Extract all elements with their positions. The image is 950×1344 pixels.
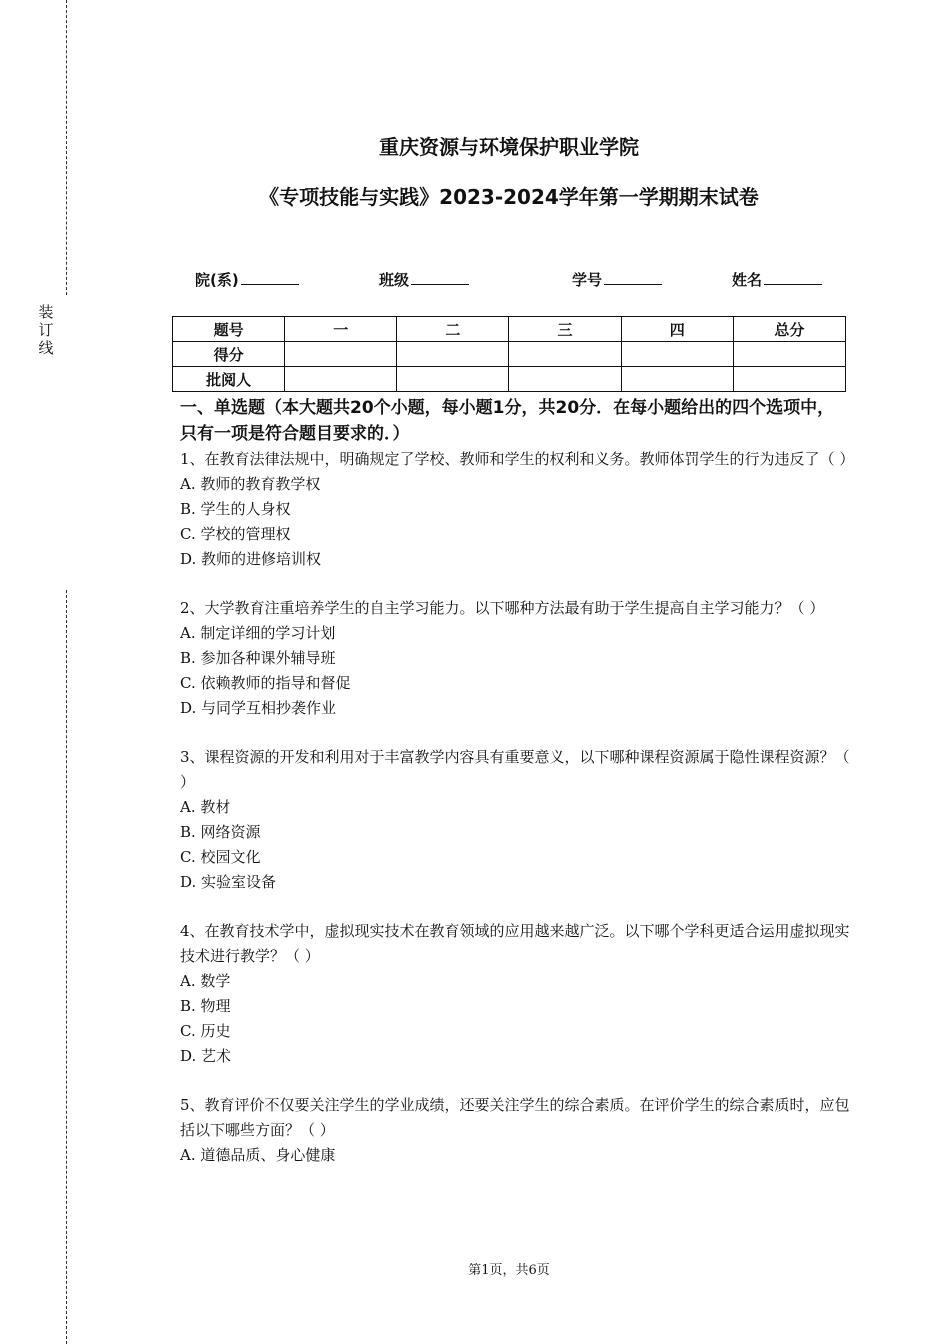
score-cell[interactable] [509, 342, 621, 367]
binding-line-bottom [66, 590, 67, 1344]
score-cell[interactable] [397, 367, 509, 392]
question-option: A. 制定详细的学习计划 [180, 624, 336, 642]
question-stem: 1、在教育法律法规中，明确规定了学校、教师和学生的权利和义务。教师体罚学生的行为违反了（ ） [180, 450, 855, 468]
question-option: A. 教材 [180, 798, 231, 816]
question-option: A. 道德品质、身心健康 [180, 1146, 336, 1164]
score-header-cell: 一 [285, 317, 397, 342]
question-option: A. 教师的教育教学权 [180, 475, 321, 493]
question-option: B. 网络资源 [180, 823, 261, 841]
info-class: 班级 [379, 269, 469, 290]
score-header-cell: 四 [621, 317, 733, 342]
score-cell[interactable] [509, 367, 621, 392]
question-option: B. 物理 [180, 997, 231, 1015]
page-footer: 第1页，共6页 [468, 1263, 550, 1278]
section-heading: 一、单选题（本大题共20个小题，每小题1分，共20分．在每小题给出的四个选项中，只有一项是符合题目要求的．） [180, 398, 835, 444]
score-table-row [173, 367, 846, 392]
score-row-label: 得分 [173, 342, 285, 367]
score-cell[interactable] [397, 342, 509, 367]
score-cell[interactable] [621, 367, 733, 392]
class-blank[interactable] [411, 270, 469, 285]
exam-title: 《专项技能与实践》2023-2024学年第一学期期末试卷 [259, 185, 759, 209]
question-option: C. 校园文化 [180, 848, 261, 866]
score-cell[interactable] [733, 342, 845, 367]
question-stem: 5、教育评价不仅要关注学生的学业成绩，还要关注学生的综合素质。在评价学生的综合素质时，应包括以下哪些方面？（ ） [180, 1096, 850, 1139]
info-department: 院(系) [195, 269, 299, 290]
score-header-cell: 总分 [733, 317, 845, 342]
question-option: D. 艺术 [180, 1047, 232, 1065]
question-option: C. 学校的管理权 [180, 525, 291, 543]
question-option: B. 参加各种课外辅导班 [180, 649, 336, 667]
question-option: B. 学生的人身权 [180, 500, 291, 518]
question-option: D. 与同学互相抄袭作业 [180, 699, 337, 717]
score-cell[interactable] [621, 342, 733, 367]
exam-content [180, 395, 855, 1168]
score-cell[interactable] [733, 367, 845, 392]
score-table-header-row [173, 317, 846, 342]
score-header-cell: 二 [397, 317, 509, 342]
info-student-id: 学号 [572, 269, 662, 290]
question-stem: 3、课程资源的开发和利用对于丰富教学内容具有重要意义，以下哪种课程资源属于隐性课程资源？（ ） [180, 748, 850, 791]
name-blank[interactable] [764, 270, 822, 285]
score-table [172, 316, 846, 392]
question-stem: 4、在教育技术学中，虚拟现实技术在教育领域的应用越来越广泛。以下哪个学科更适合运用虚拟现实技术进行教学？（ ） [180, 922, 850, 965]
question-option: A. 数学 [180, 972, 231, 990]
question-option: D. 教师的进修培训权 [180, 550, 322, 568]
score-header-cell: 三 [509, 317, 621, 342]
score-table-row [173, 342, 846, 367]
student-id-blank[interactable] [604, 270, 662, 285]
score-cell[interactable] [285, 342, 397, 367]
department-blank[interactable] [241, 270, 299, 285]
info-name: 姓名 [732, 269, 822, 290]
binding-label: 装订线 [38, 303, 54, 357]
school-name: 重庆资源与环境保护职业学院 [379, 135, 639, 159]
score-header-cell: 题号 [173, 317, 285, 342]
question-stem: 2、大学教育注重培养学生的自主学习能力。以下哪种方法最有助于学生提高自主学习能力？（ ） [180, 599, 825, 617]
score-row-label: 批阅人 [173, 367, 285, 392]
question-option: C. 历史 [180, 1022, 231, 1040]
question-option: C. 依赖教师的指导和督促 [180, 674, 351, 692]
score-cell[interactable] [285, 367, 397, 392]
question-option: D. 实验室设备 [180, 873, 277, 891]
